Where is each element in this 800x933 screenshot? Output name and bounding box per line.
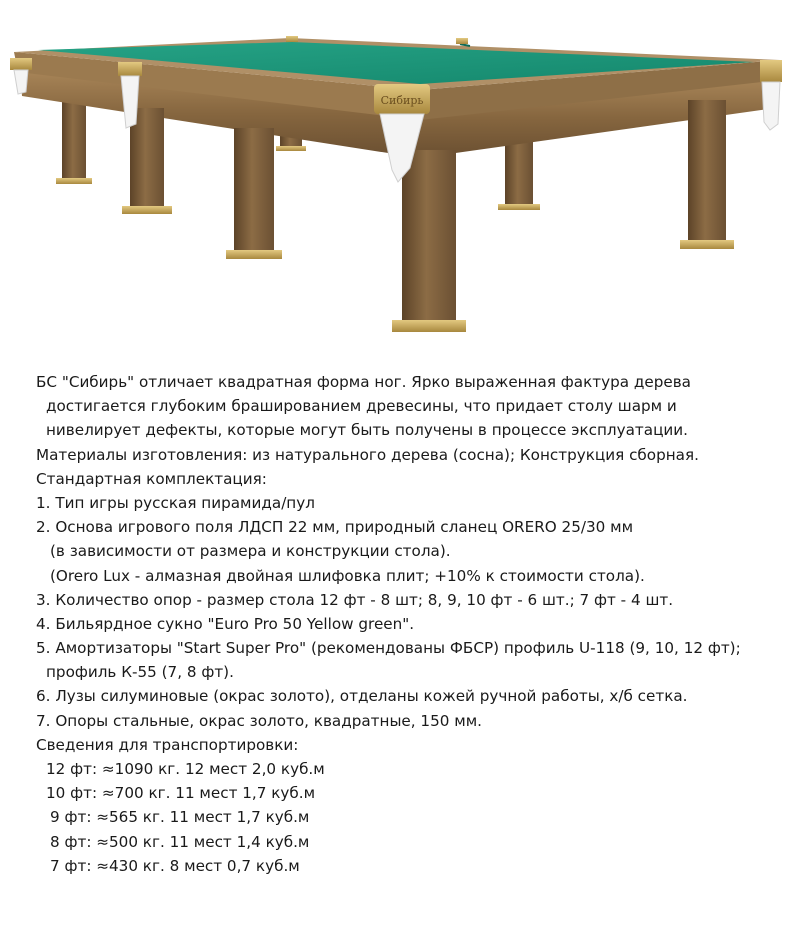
kit-item: (Orero Lux - алмазная двойная шлифовка плит; +10% к стоимости стола). [50,566,645,585]
transport-row: 8 фт: ≈500 кг. 11 мест 1,4 куб.м [50,832,310,851]
kit-item: (в зависимости от размера и конструкции стола). [50,542,451,561]
table-leg-front-mid [226,128,282,259]
transport-row: 9 фт: ≈565 кг. 11 мест 1,7 куб.м [50,808,310,827]
product-description [36,370,796,878]
transport-heading: Сведения для транспортировки: [36,735,299,754]
kit-item: профиль К-55 (7, 8 фт). [46,663,234,682]
transport-row: 10 фт: ≈700 кг. 11 мест 1,7 куб.м [46,784,316,803]
kit-item: 6. Лузы силуминовые (окрас золото), отделаны кожей ручной работы, х/б сетка. [36,687,688,706]
table-leg-front-corner [392,150,466,332]
transport-row: 12 фт: ≈1090 кг. 12 мест 2,0 куб.м [46,760,325,778]
kit-item: 2. Основа игрового поля ЛДСП 22 мм, природный сланец ORERO 25/30 мм [36,518,634,537]
kit-item: 5. Амортизаторы "Start Super Pro" (рекомендованы ФБСР) профиль U-118 (9, 10, 12 фт); [36,639,741,658]
table-leg-back-right [498,140,540,210]
intro-line: нивелирует дефекты, которые могут быть получены в процессе эксплуатации. [46,421,688,440]
transport-row: 7 фт: ≈430 кг. 8 мест 0,7 куб.м [50,856,300,875]
brand-logo: Сибирь [380,94,424,107]
kit-heading: Стандартная комплектация: [36,469,267,488]
table-leg-front-right [680,100,734,249]
kit-item: 7. Опоры стальные, окрас золото, квадратные, 150 мм. [36,711,482,730]
kit-item: 1. Тип игры русская пирамида/пул [36,493,315,512]
billiard-table-image [0,0,800,345]
kit-item: 3. Количество опор - размер стола 12 фт - 8 шт; 8, 9, 10 фт - 6 шт.; 7 фт - 4 шт. [36,590,674,609]
intro-line: достигается глубоким брашированием древесины, что придает столу шарм и [46,397,677,416]
pocket-corner-right [760,60,782,130]
materials-text: Материалы изготовления: из натурального дерева (сосна); Конструкция сборная. [36,445,699,464]
intro-line: БС "Сибирь" отличает квадратная форма ног. Ярко выраженная фактура дерева [36,373,691,391]
kit-item: 4. Бильярдное сукно "Euro Pro 50 Yellow green". [36,614,415,633]
